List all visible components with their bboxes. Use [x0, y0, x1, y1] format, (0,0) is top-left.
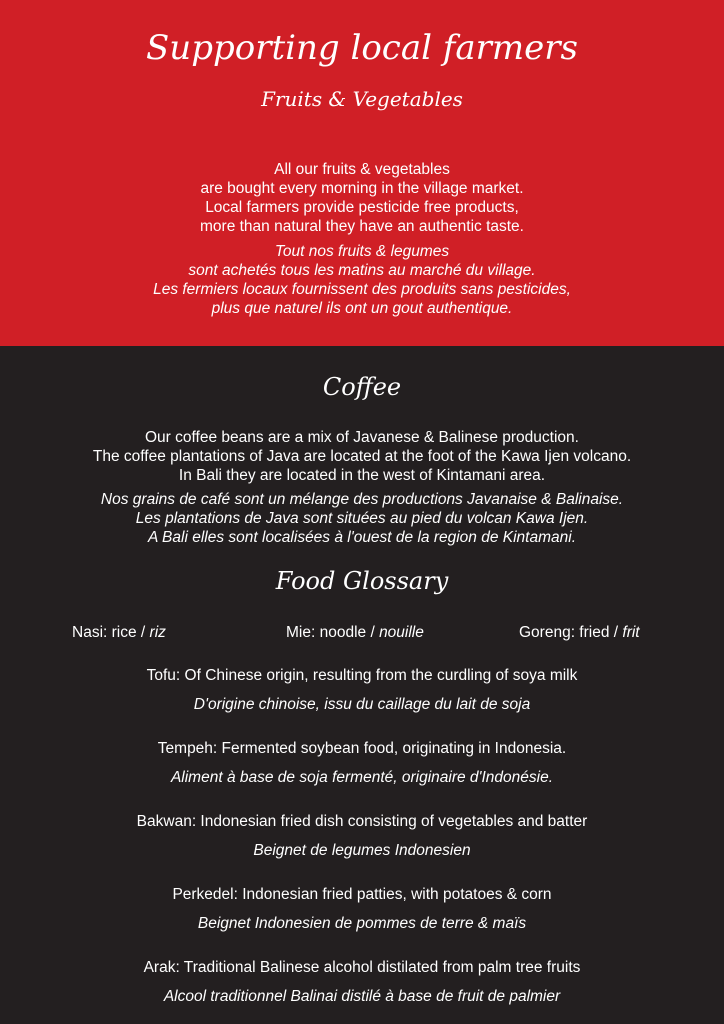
- text-line: Tout nos fruits & legumes: [274, 243, 450, 260]
- text-line: Local farmers provide pesticide free products,: [205, 199, 519, 216]
- glossary-entry-tofu-fr: D'origine chinoise, issu du caillage du lait de soja: [193, 696, 531, 713]
- glossary-entry-arak-fr: Alcool traditionnel Balinai distilé à base de fruit de palmier: [163, 988, 561, 1005]
- farmers-text-en: [0, 160, 724, 236]
- glossary-entry-arak-en: Arak: Traditional Balinese alcohol distilated from palm tree fruits: [143, 959, 581, 976]
- text-line: All our fruits & vegetables: [274, 161, 450, 178]
- term-separator: /: [609, 624, 623, 641]
- glossary-entry-perkedel-fr: Beignet Indonesien de pommes de terre & maïs: [197, 915, 527, 932]
- term-en: Mie: noodle: [286, 624, 367, 641]
- term-fr: frit: [622, 624, 640, 641]
- glossary-entry-tempeh-en: Tempeh: Fermented soybean food, originating in Indonesia.: [157, 740, 567, 757]
- text-line: sont achetés tous les matins au marché du village.: [188, 262, 536, 279]
- glossary-entry-bakwan-en: Bakwan: Indonesian fried dish consisting of vegetables and batter: [136, 813, 588, 830]
- text-line: Our coffee beans are a mix of Javanese & Balinese production.: [145, 429, 579, 446]
- term-separator: /: [366, 624, 380, 641]
- glossary-entry-perkedel-en: Perkedel: Indonesian fried patties, with potatoes & corn: [172, 886, 552, 903]
- text-line: are bought every morning in the village market.: [200, 180, 524, 197]
- term-fr: nouille: [379, 624, 424, 641]
- text-line: In Bali they are located in the west of Kintamani area.: [178, 467, 546, 484]
- text-line: Les plantations de Java sont situées au pied du volcan Kawa Ijen.: [135, 510, 589, 527]
- text-line: more than natural they have an authentic taste.: [200, 218, 524, 235]
- term-fr: riz: [149, 624, 166, 641]
- text-line: Les fermiers locaux fournissent des produits sans pesticides,: [153, 281, 571, 298]
- glossary-term-nasi: [72, 622, 166, 644]
- text-line: A Bali elles sont localisées à l'ouest de la region de Kintamani.: [147, 529, 577, 546]
- coffee-text-en: [0, 428, 724, 485]
- coffee-heading: Coffee: [322, 373, 402, 401]
- glossary-entry-tempeh-fr: Aliment à base de soja fermenté, originaire d'Indonésie.: [170, 769, 554, 786]
- coffee-text-fr: [0, 490, 724, 547]
- glossary-entry-tofu-en: Tofu: Of Chinese origin, resulting from the curdling of soya milk: [146, 667, 578, 684]
- glossary-term-mie: [286, 622, 424, 644]
- text-line: The coffee plantations of Java are located at the foot of the Kawa Ijen volcano.: [92, 448, 632, 465]
- term-en: Nasi: rice: [72, 624, 137, 641]
- term-en: Goreng: fried: [519, 624, 610, 641]
- glossary-short-terms: [0, 622, 724, 644]
- page-title: Supporting local farmers: [146, 28, 578, 68]
- text-line: plus que naturel ils ont un gout authentique.: [211, 300, 513, 317]
- glossary-entry-bakwan-fr: Beignet de legumes Indonesien: [253, 842, 471, 859]
- glossary-term-goreng: [519, 622, 640, 644]
- farmers-text-fr: [0, 242, 724, 318]
- glossary-heading: Food Glossary: [275, 567, 449, 595]
- term-separator: /: [136, 624, 150, 641]
- text-line: Nos grains de café sont un mélange des productions Javanaise & Balinaise.: [100, 491, 624, 508]
- section-subtitle-fruits: Fruits & Vegetables: [261, 87, 463, 111]
